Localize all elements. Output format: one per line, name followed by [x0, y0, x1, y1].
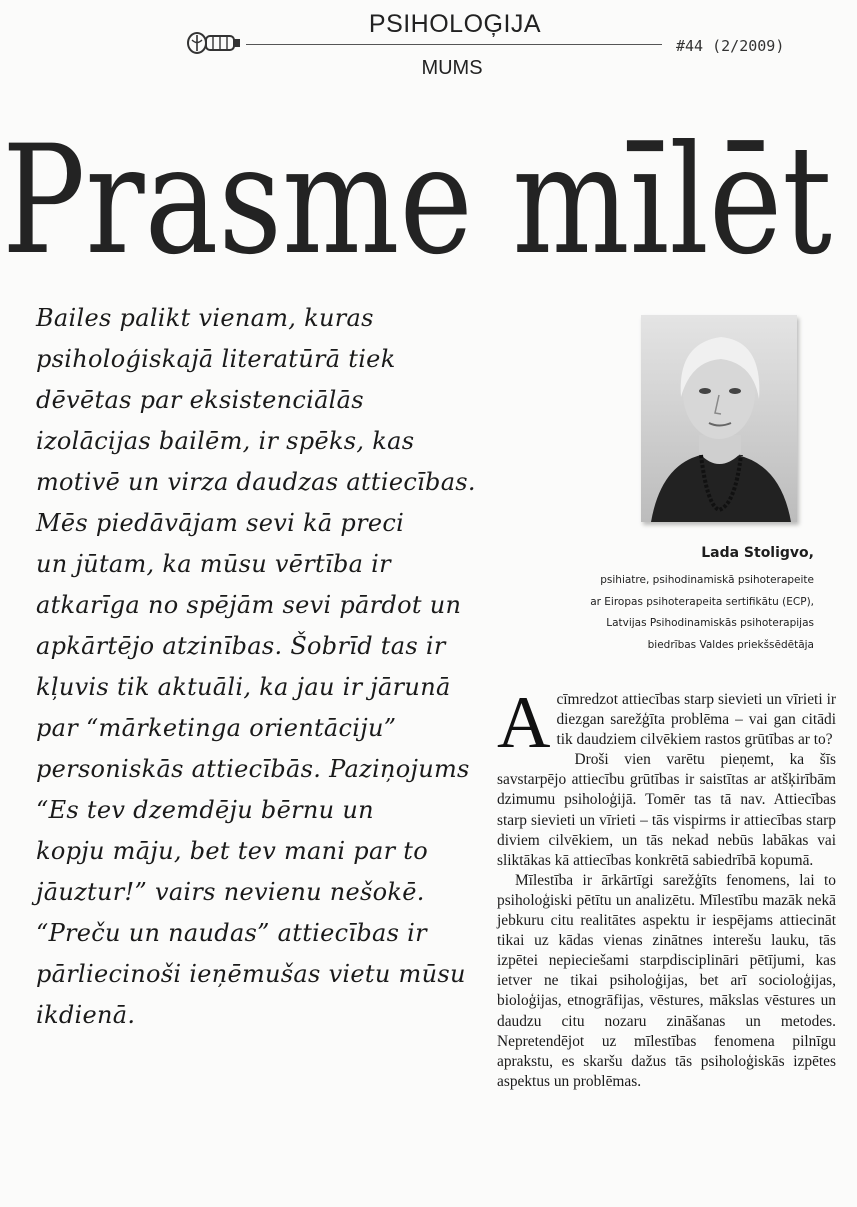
header-rule: [246, 44, 662, 45]
author-credential-line: psihiatre, psihodinamiskā psihoterapeite: [600, 574, 814, 586]
quote-line: kopju māju, bet tev mani par to: [36, 837, 428, 865]
quote-line: un jūtam, ka mūsu vērtība ir: [36, 550, 391, 578]
quote-line: apkārtējo atzinības. Šobrīd tas ir: [36, 632, 446, 660]
author-photo: [641, 315, 797, 522]
quote-line: motivē un virza daudzas attiecības.: [36, 468, 476, 496]
quote-line: dēvētas par eksistenciālās: [36, 386, 364, 414]
section-subtitle: MUMS: [421, 57, 483, 79]
quote-line: personiskās attiecībās. Paziņojums: [36, 755, 470, 783]
author-credential-line: ar Eiropas psihoterapeita sertifikātu (ECP),: [590, 595, 814, 608]
author-name: Lada Stoligvo,: [701, 545, 814, 561]
author-credentials: [480, 570, 814, 656]
magazine-logo-icon: [186, 30, 242, 56]
article-body: [497, 682, 836, 1092]
issue-number: #44 (2/2009): [676, 37, 785, 55]
quote-line: ikdienā.: [36, 1001, 136, 1029]
paragraph: Droši vien varētu pieņemt, ka šīs savstarpējo attiecību grūtības ir saistītas ar atšķirībām dzimumu psiholoģijā. Tomēr tas tā nav. Attiecības starp sievieti un vīrieti – tās vispirms ir attiecības starp diviem cilvēkiem, un tās nekad nebūs labākas vai sliktākas kā attiecības konkrētā sabiedrībā kopumā.: [497, 751, 836, 869]
drop-cap: A: [497, 682, 551, 764]
quote-line: “Es tev dzemdēju bērnu un: [36, 796, 374, 824]
quote-line: atkarīga no spējām sevi pārdot un: [36, 591, 462, 619]
paragraph: Mīlestība ir ārkārtīgi sarežģīts fenomens, lai to psiholoģiski pētītu un analizētu. Mīlestību mazāk nekā jebkuru citu realitātes aspektu ir iespējams attiecināt tikai uz kādas vienas zinātnes interešu lauku, tās izpētei nepieciešami starpdisciplināri pētījumi, kas ietver ne tikai psiholoģijas, bet arī socioloģijas, bioloģijas, etnogrāfijas, vēstures, mākslas vēstures un daudzu citu nozaru zināšanas un metodes. Nepretendējot uz mīlestības fenomena pilnīgu aprakstu, es skaršu dažus tās psiholoģiskās izpētes aspektus un problēmas.: [497, 871, 836, 1090]
quote-line: izolācijas bailēm, ir spēks, kas: [36, 427, 415, 455]
quote-line: Mēs piedāvājam sevi kā preci: [36, 509, 405, 537]
headline: [0, 80, 857, 280]
quote-line: jāuztur!” vairs nevienu nešokē.: [36, 878, 425, 906]
author-credential-line: biedrības Valdes priekšsēdētāja: [647, 638, 814, 651]
quote-line: pārliecinoši ieņēmušas vietu mūsu: [36, 960, 466, 988]
author-credential-line: Latvijas Psihodinamiskās psihoterapijas: [606, 617, 814, 629]
quote-line: “Preču un naudas” attiecības ir: [36, 919, 427, 947]
quote-line: kļuvis tik aktuāli, ka jau ir jārunā: [36, 673, 451, 701]
headline-text: Prasme mīlēt: [2, 114, 832, 280]
quote-line: Bailes palikt vienam, kuras: [36, 304, 374, 332]
paragraph: Acīmredzot attiecības starp sievieti un vīrieti ir diezgan sarežģīta problēma – vai gan citādi tik daudziem cilvēkiem rastos grūtības ar to?: [497, 682, 836, 764]
section-title: PSIHOLOĢIJA: [368, 10, 542, 38]
pull-quote: [36, 298, 476, 1036]
quote-line: par “mārketinga orientāciju”: [36, 714, 397, 742]
quote-line: psiholoģiskajā literatūrā tiek: [36, 345, 396, 373]
